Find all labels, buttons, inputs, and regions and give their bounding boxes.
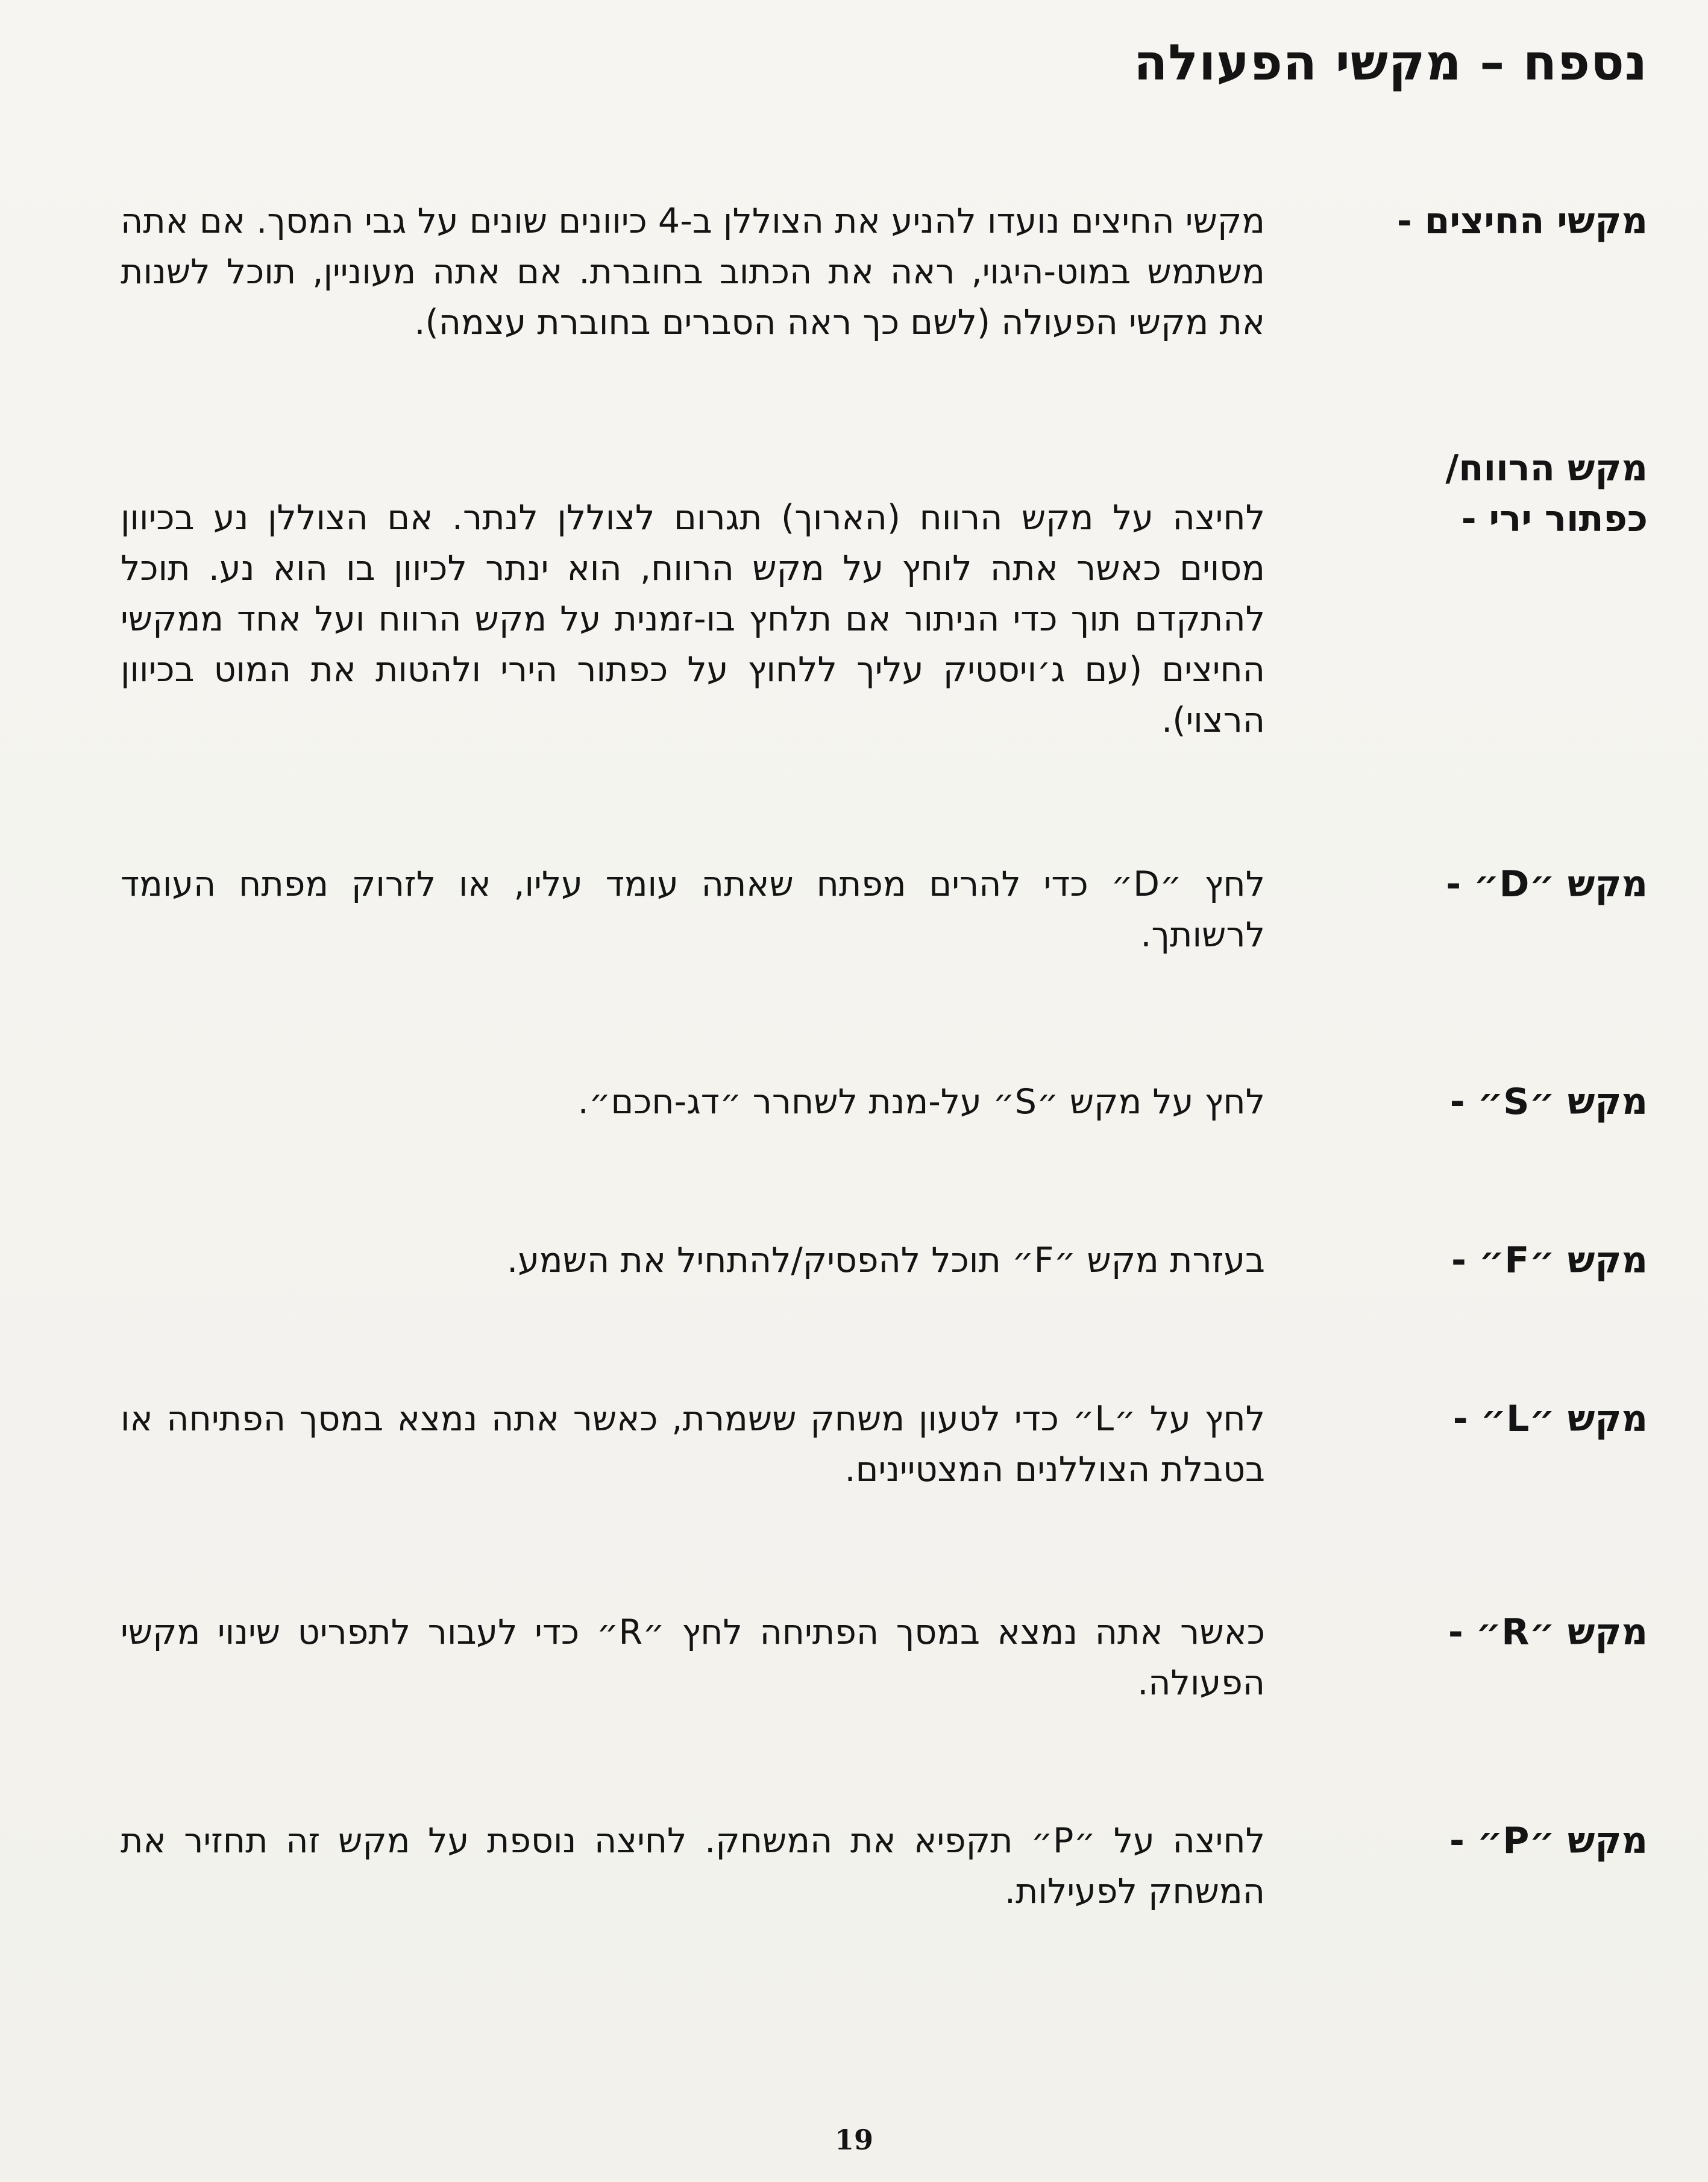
- term-key-p: מקש ״P״ -: [1449, 1820, 1648, 1862]
- term-arrow-keys: מקשי החיצים -: [1396, 200, 1648, 242]
- term-key-f: מקש ״F״ -: [1451, 1239, 1648, 1281]
- description-key-p: לחיצה על ״P״ תקפיא את המשחק. לחיצה נוספת על מקש זה תחזיר את המשחק לפעילות.: [121, 1821, 1265, 1911]
- description-key-r: כאשר אתה נמצא במסך הפתיחה לחץ ״R״ כדי לעבור לתפריט שינוי מקשי הפעולה.: [121, 1612, 1265, 1703]
- term-key-l: מקש ״L״ -: [1452, 1398, 1648, 1440]
- description-key-l: לחץ על ״L״ כדי לטעון משחק ששמרת, כאשר אתה נמצא במסך הפתיחה או בטבלת הצוללנים המצטיינים.: [121, 1399, 1265, 1489]
- description-key-s: לחץ על מקש ״S״ על-מנת לשחרר ״דג-חכם״.: [577, 1082, 1265, 1122]
- term-key-r: מקש ״R״ -: [1448, 1611, 1648, 1653]
- description-key-d: לחץ ״D״ כדי להרים מפתח שאתה עומד עליו, או לזרוק מפתח העומד לרשותך.: [121, 864, 1266, 955]
- description-space-fire: לחיצה על מקש הרווח (הארוך) תגרום לצוללן לנתר. אם הצוללן נע בכיוון מסוים כאשר אתה לוחץ על מקש הרווח, הוא ינתר לכיוון בו הוא נע. תוכל להתקדם תוך כדי הניתור אם תלחץ בו-זמנית על מקש הרווח ועל אחד ממקשי החיצים (עם ג׳ויסטיק עליך ללחוץ על כפתור הירי ולהטות את המוט בכיוון הרצוי).: [121, 498, 1265, 740]
- term-space-fire-line2: כפתור ירי -: [1461, 498, 1648, 540]
- term-key-s: מקש ״S״ -: [1449, 1081, 1648, 1123]
- term-key-d: מקש ״D״ -: [1446, 863, 1648, 905]
- term-space-fire: [1346, 443, 1648, 544]
- page-title: נספח – מקשי הפעולה: [1134, 34, 1648, 92]
- page-number: 19: [834, 2124, 873, 2156]
- term-space-fire-line1: מקש הרווח/: [1445, 447, 1648, 489]
- description-arrow-keys: מקשי החיצים נועדו להניע את הצוללן ב-4 כיוונים שונים על גבי המסך. אם אתה משתמש במוט-היגוי, ראה את הכתוב בחוברת. אם אתה מעוניין, תוכל לשנות את מקשי הפעולה (לשם כך ראה הסברים בחוברת עצמה).: [121, 201, 1266, 342]
- description-key-f: בעזרת מקש ״F״ תוכל להפסיק/להתחיל את השמע.: [507, 1240, 1265, 1280]
